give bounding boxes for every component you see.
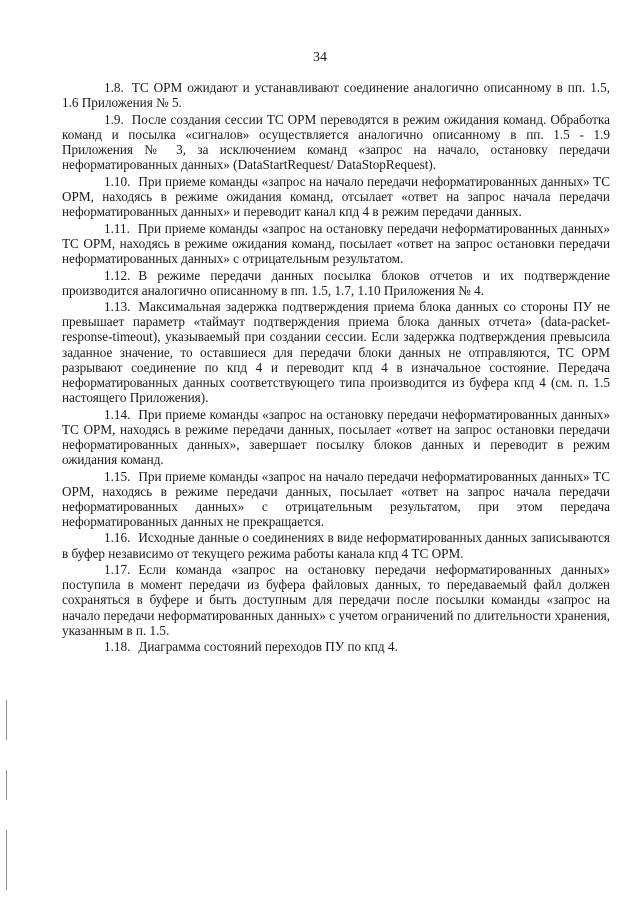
paragraph-text: При приеме команды «запрос на начало передачи неформатированных данных» ТС ОРМ, находясь в режиме ожидания команд, отсылает «ответ на запрос начала передачи неформатированных данных» и переводит канал кпд 4 в режим передачи данных.	[62, 173, 610, 219]
paragraph-1-11	[62, 221, 610, 266]
paragraph-number: 1.10.	[104, 173, 131, 189]
paragraph-text: Максимальная задержка подтверждения приема блока данных со стороны ПУ не превышает параметр «таймаут подтверждения приема блока данных отчета» (data-packet-response-timeout), указываемый при создании сессии. Если задержка подтверждения превысила заданное значение, то оставшиеся для передачи блоки данных не отправляются, ТС ОРМ разрывают соединение по кпд 4 и переводит кпд 4 в изначальное состояние. Передача неформатированных данных соответствующего типа производится из буфера кпд 4 (см. п. 1.5 настоящего Приложения).	[62, 299, 610, 405]
paragraph-number: 1.13.	[104, 299, 131, 315]
paragraph-number: 1.15.	[104, 468, 131, 484]
paragraph-number: 1.17.	[104, 562, 131, 578]
paragraph-1-14	[62, 407, 610, 467]
paragraph-1-13	[62, 299, 610, 405]
paragraph-number: 1.9.	[104, 111, 124, 127]
paragraph-text: Если команда «запрос на остановку передачи неформатированных данных» поступила в момент передачи из буфера файловых данных, то передаваемый файл должен сохраняться в буфере и быть доступным для передачи после посылки команды «запрос на начало передачи неформатированных данных» с учетом ограничений по длительности хранения, указанным в п. 1.5.	[62, 562, 610, 638]
paragraph-text: При приеме команды «запрос на остановку передачи неформатированных данных» ТС ОРМ, находясь в режиме ожидания команд, посылает «ответ на запрос остановки передачи неформатированных данных» с отрицательным результатом.	[62, 220, 610, 266]
binding-edge-marks	[6, 700, 12, 900]
paragraph-text: В режиме передачи данных посылка блоков отчетов и их подтверждение производится аналогично описанному в пп. 1.5, 1.7, 1.10 Приложения № 4.	[62, 267, 610, 298]
paragraph-number: 1.8.	[104, 80, 124, 95]
paragraph-text: При приеме команды «запрос на начало передачи неформатированных данных» ТС ОРМ, находясь в режиме передачи данных, посылает «ответ на запрос начала передачи неформатированных данных» с отрицательным результатом, при этом передача неформатированных данных не прекращается.	[62, 468, 610, 529]
paragraph-1-18	[62, 639, 610, 654]
paragraph-number: 1.16.	[104, 530, 131, 546]
paragraph-number: 1.12.	[104, 267, 131, 283]
paragraph-1-10	[62, 174, 610, 219]
paragraph-number: 1.14.	[104, 406, 131, 422]
paragraph-1-9	[62, 112, 610, 172]
paragraph-text: ТС ОРМ ожидают и устанавливают соединение аналогично описанному в пп. 1.5, 1.6 Приложения № 5.	[62, 80, 610, 111]
paragraph-text: После создания сессии ТС ОРМ переводятся в режим ожидания команд. Обработка команд и посылка «сигналов» осуществляется аналогично описанному в пп. 1.5 - 1.9 Приложения № 3, за исключением команд «запрос на начало, остановку передачи неформатированных данных» (DataStartRequest/ DataStopRequest).	[62, 111, 610, 173]
paragraph-text: Диаграмма состояний переходов ПУ по кпд 4.	[138, 639, 398, 655]
document-body	[62, 80, 610, 656]
paragraph-1-15	[62, 469, 610, 529]
paragraph-text: Исходные данные о соединениях в виде неформатированных данных записываются в буфер независимо от текущего режима работы канала кпд 4 ТС ОРМ.	[62, 530, 610, 561]
paragraph-number: 1.11.	[104, 220, 130, 236]
paragraph-1-17	[62, 562, 610, 637]
paragraph-text: При приеме команды «запрос на остановку передачи неформатированных данных» ТС ОРМ, находясь в режиме передачи данных, посылает «ответ на запрос остановки передачи неформатированных данных», завершает посылку блоков данных и переводит в режим ожидания команд.	[62, 406, 610, 467]
paragraph-1-12	[62, 268, 610, 298]
paragraph-number: 1.18.	[104, 639, 131, 655]
paragraph-1-8	[62, 80, 610, 110]
paragraph-1-16	[62, 530, 610, 560]
page-number: 34	[313, 50, 327, 65]
